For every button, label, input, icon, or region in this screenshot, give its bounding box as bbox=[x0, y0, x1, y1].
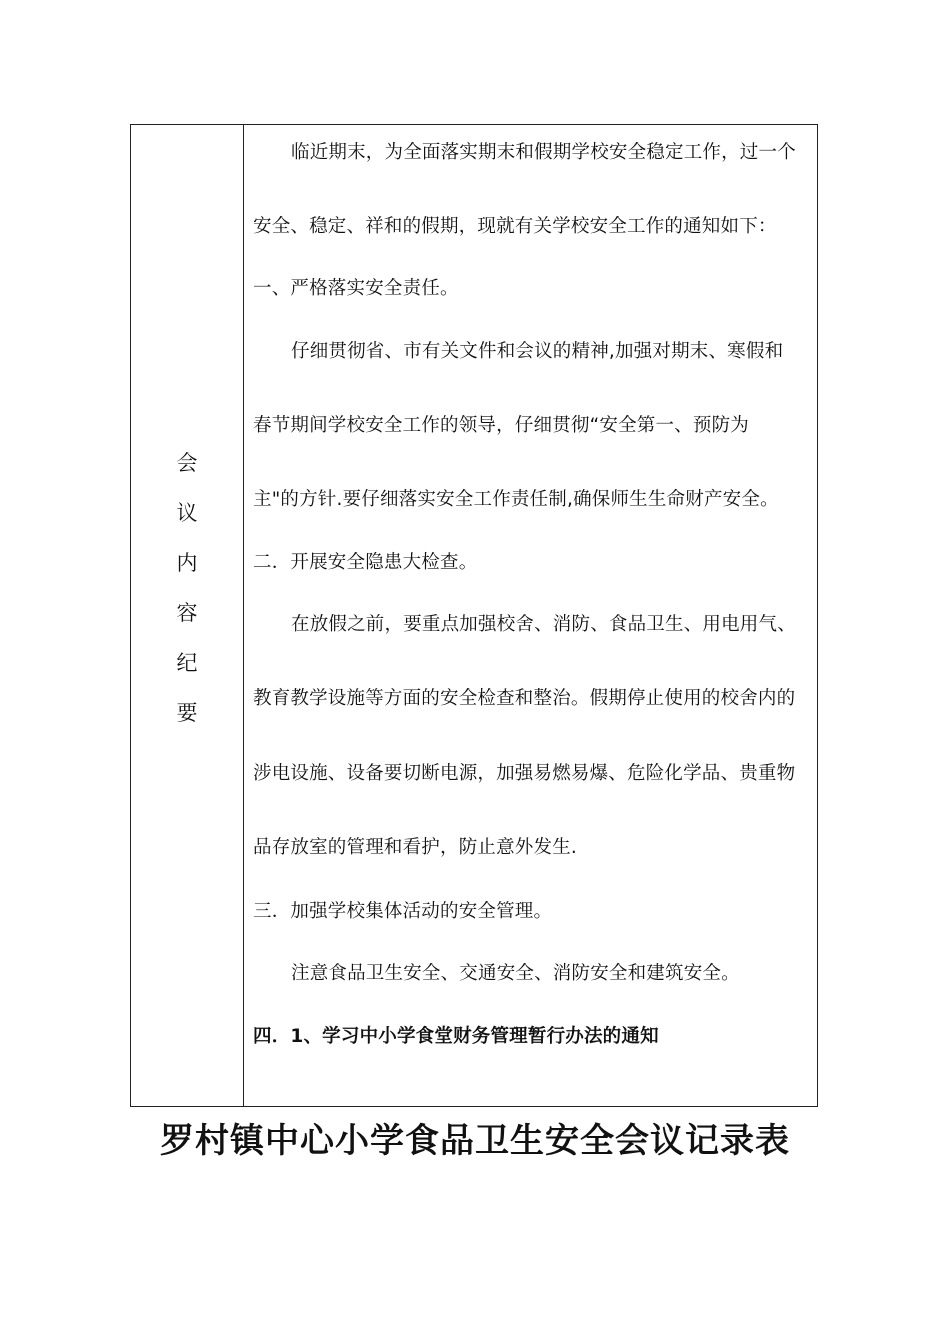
content-line: 主"的方针.要仔细落实安全工作责任制,确保师生生命财产安全。 bbox=[253, 489, 779, 510]
content-line: 品存放室的管理和看护，防止意外发生. bbox=[253, 837, 577, 858]
label-char: 要 bbox=[176, 701, 198, 725]
meeting-content-cell bbox=[244, 125, 817, 1106]
section-heading: 二．开展安全隐患大检查。 bbox=[253, 552, 478, 573]
meeting-summary-label-cell bbox=[131, 125, 244, 1106]
content-line: 临近期末，为全面落实期末和假期学校安全稳定工作，过一个 bbox=[291, 142, 796, 163]
document-title: 罗村镇中心小学食品卫生安全会议记录表 bbox=[160, 1121, 790, 1161]
section-heading: 一、严格落实安全责任。 bbox=[253, 278, 459, 299]
content-line: 涉电设施、设备要切断电源，加强易燃易爆、危险化学品、贵重物 bbox=[253, 763, 796, 784]
section-heading: 三．加强学校集体活动的安全管理。 bbox=[253, 901, 553, 922]
label-char: 内 bbox=[176, 551, 198, 575]
content-line: 教育教学设施等方面的安全检查和整治。假期停止使用的校舍内的 bbox=[253, 688, 796, 709]
label-char: 容 bbox=[176, 601, 198, 625]
label-char: 会 bbox=[176, 451, 198, 475]
content-line: 仔细贯彻省、市有关文件和会议的精神,加强对期末、寒假和 bbox=[291, 341, 784, 362]
meeting-record-table bbox=[130, 124, 818, 1107]
label-char: 纪 bbox=[176, 651, 198, 675]
label-char: 议 bbox=[176, 501, 198, 525]
content-line: 春节期间学校安全工作的领导，仔细贯彻“安全第一、预防为 bbox=[253, 415, 749, 436]
content-line: 安全、稳定、祥和的假期，现就有关学校安全工作的通知如下： bbox=[253, 216, 777, 237]
content-line: 注意食品卫生安全、交通安全、消防安全和建筑安全。 bbox=[291, 963, 740, 984]
content-line: 在放假之前，要重点加强校舍、消防、食品卫生、用电用气、 bbox=[291, 614, 796, 635]
meeting-summary-label bbox=[131, 449, 243, 749]
section-heading: 四．1、学习中小学食堂财务管理暂行办法的通知 bbox=[253, 1026, 659, 1047]
